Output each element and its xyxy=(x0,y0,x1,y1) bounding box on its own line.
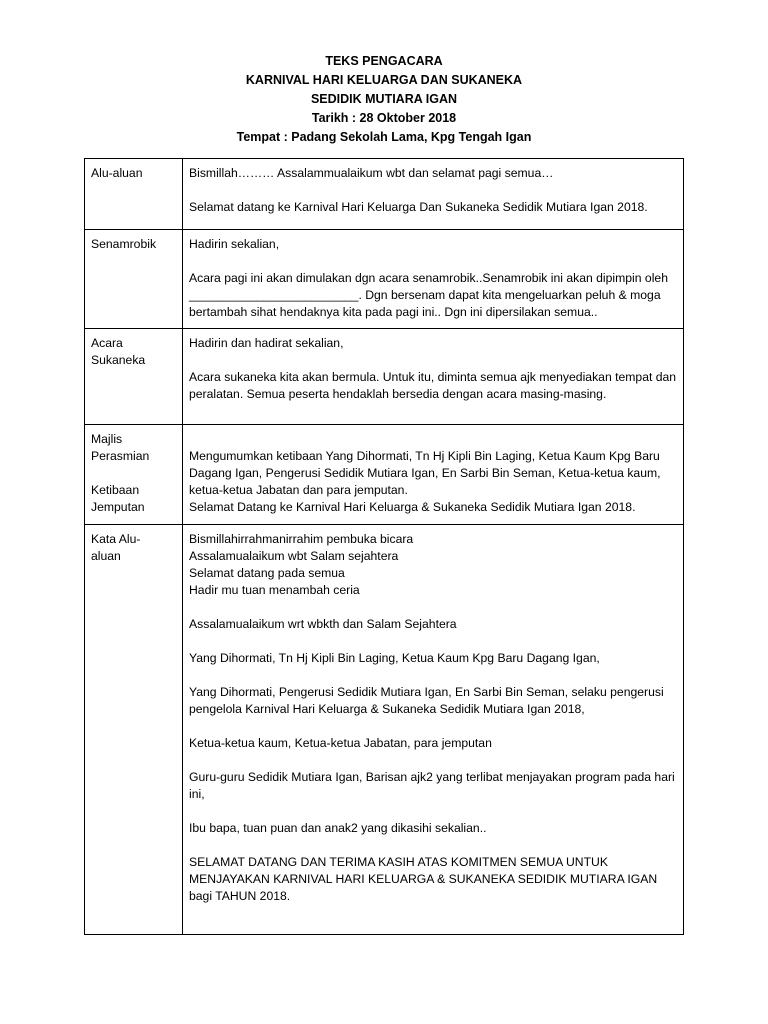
paragraph: Hadirin dan hadirat sekalian, xyxy=(189,336,344,350)
label-line: aluan xyxy=(91,549,121,563)
document-header xyxy=(0,52,768,147)
table-row xyxy=(85,525,684,935)
pantun-line: Selamat datang pada semua xyxy=(189,566,345,580)
document-title: TEKS PENGACARA xyxy=(325,54,443,68)
organizer-name: SEDIDIK MUTIARA IGAN xyxy=(310,92,458,106)
label-line: Perasmian xyxy=(91,449,150,463)
label-line: Senamrobik xyxy=(91,237,157,251)
paragraph: Hadirin sekalian, xyxy=(189,237,280,251)
label-line: Acara xyxy=(91,336,123,350)
row-label xyxy=(85,425,183,525)
paragraph: Yang Dihormati, Pengerusi Sedidik Mutiara Igan, En Sarbi Bin Seman, selaku pengerusi pengelola Karnival Hari Keluarga & Sukaneka Sedidik Mutiara Igan 2018, xyxy=(189,685,664,716)
row-content xyxy=(183,159,684,230)
pantun-line: Bismillahirrahmanirrahim pembuka bicara xyxy=(189,532,414,546)
row-label xyxy=(85,159,183,230)
pantun-line: Hadir mu tuan menambah ceria xyxy=(189,583,360,597)
table-row xyxy=(85,329,684,425)
paragraph: Mengumumkan ketibaan Yang Dihormati, Tn Hj Kipli Bin Laging, Ketua Kaum Kpg Baru Dagang Igan, Pengerusi Sedidik Mutiara Igan, En Sarbi Bin Seman, Ketua-ketua kaum, ketua-ketua Jabatan dan para jemputan. xyxy=(189,449,661,497)
paragraph: Ibu bapa, tuan puan dan anak2 yang dikasihi sekalian.. xyxy=(189,821,487,835)
paragraph: Yang Dihormati, Tn Hj Kipli Bin Laging, Ketua Kaum Kpg Baru Dagang Igan, xyxy=(189,651,600,665)
paragraph: Acara sukaneka kita akan bermula. Untuk itu, diminta semua ajk menyediakan tempat dan peralatan. Semua peserta hendaklah bersedia dengan acara masing-masing. xyxy=(189,370,677,401)
label-line: Jemputan xyxy=(91,500,145,514)
paragraph: Selamat datang ke Karnival Hari Keluarga Dan Sukaneka Sedidik Mutiara Igan 2018. xyxy=(189,200,648,214)
label-line: Alu-aluan xyxy=(91,166,143,180)
row-content xyxy=(183,230,684,329)
table-row xyxy=(85,159,684,230)
paragraph: Selamat Datang ke Karnival Hari Keluarga & Sukaneka Sedidik Mutiara Igan 2018. xyxy=(189,500,636,514)
table-row xyxy=(85,230,684,329)
paragraph: Bismillah……… Assalammualaikum wbt dan selamat pagi semua… xyxy=(189,166,554,180)
event-date: Tarikh : 28 Oktober 2018 xyxy=(311,111,457,125)
paragraph: Guru-guru Sedidik Mutiara Igan, Barisan ajk2 yang terlibat menjayakan program pada hari ini, xyxy=(189,770,675,801)
label-line: Sukaneka xyxy=(91,353,146,367)
pantun-line: Assalamualaikum wbt Salam sejahtera xyxy=(189,549,399,563)
row-content xyxy=(183,525,684,935)
label-line: Ketibaan xyxy=(91,483,140,497)
event-venue: Tempat : Padang Sekolah Lama, Kpg Tengah Igan xyxy=(236,130,532,144)
event-name: KARNIVAL HARI KELUARGA DAN SUKANEKA xyxy=(245,73,523,87)
table-row xyxy=(85,425,684,525)
paragraph: Assalamualaikum wrt wbkth dan Salam Sejahtera xyxy=(189,617,457,631)
paragraph: SELAMAT DATANG DAN TERIMA KASIH ATAS KOMITMEN SEMUA UNTUK MENJAYAKAN KARNIVAL HARI KELUARGA & SUKANEKA SEDIDIK MUTIARA IGAN bagi TAHUN 2018. xyxy=(189,855,658,903)
row-content xyxy=(183,329,684,425)
row-label xyxy=(85,329,183,425)
emcee-script-table xyxy=(84,158,684,935)
paragraph: Acara pagi ini akan dimulakan dgn acara senamrobik..Senamrobik ini akan dipimpin oleh _________________________. Dgn bersenam dapat kita mengeluarkan peluh & moga bertambah sihat hendaknya kita pada pagi ini.. Dgn ini dipersilakan semua.. xyxy=(189,271,668,319)
label-line: Kata Alu- xyxy=(91,532,141,546)
paragraph: Ketua-ketua kaum, Ketua-ketua Jabatan, para jemputan xyxy=(189,736,492,750)
label-line: Majlis xyxy=(91,432,123,446)
row-label xyxy=(85,525,183,935)
row-content xyxy=(183,425,684,525)
row-label xyxy=(85,230,183,329)
